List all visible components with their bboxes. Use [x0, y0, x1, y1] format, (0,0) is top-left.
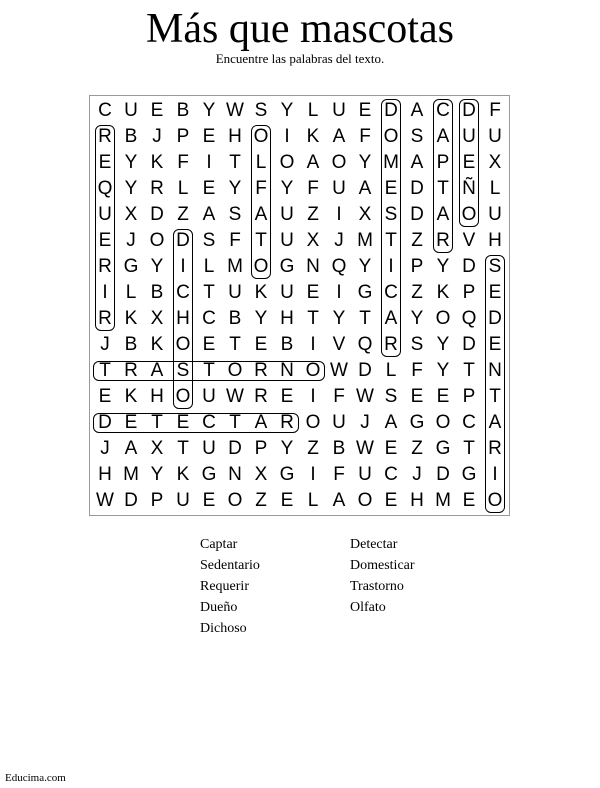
grid-letter: Y: [410, 308, 424, 329]
grid-letter: R: [436, 230, 450, 251]
grid-letter: F: [359, 126, 371, 147]
grid-letter: D: [124, 490, 138, 511]
word-list-item: Trastorno: [350, 579, 404, 594]
grid-letter: S: [410, 334, 424, 355]
grid-letter: K: [124, 308, 138, 329]
grid-letter: T: [255, 230, 267, 251]
grid-letter: B: [124, 126, 138, 147]
grid-letter: E: [410, 386, 424, 407]
grid-letter: Y: [436, 360, 450, 381]
grid-letter: Z: [411, 230, 423, 251]
grid-letter: E: [280, 490, 294, 511]
grid-letter: J: [334, 230, 344, 251]
grid-letter: U: [332, 178, 346, 199]
grid-letter: F: [411, 360, 423, 381]
grid-letter: G: [279, 464, 295, 485]
grid-letter: Y: [280, 100, 294, 121]
grid-letter: Z: [307, 204, 319, 225]
grid-letter: A: [384, 412, 398, 433]
grid-letter: E: [280, 386, 294, 407]
grid-letter: I: [102, 282, 108, 303]
grid-letter: B: [332, 438, 346, 459]
grid-letter: E: [384, 490, 398, 511]
grid-letter: L: [255, 152, 267, 173]
grid-letter: A: [358, 178, 372, 199]
grid-letter: L: [307, 490, 319, 511]
grid-letter: I: [336, 204, 342, 225]
grid-letter: U: [488, 204, 502, 225]
grid-letter: I: [284, 126, 290, 147]
grid-letter: F: [489, 100, 501, 121]
grid-letter: Y: [150, 464, 164, 485]
word-list-column-1: [200, 534, 260, 639]
grid-letter: G: [123, 256, 139, 277]
grid-letter: A: [202, 204, 216, 225]
grid-letter: T: [177, 438, 189, 459]
grid-letter: Z: [177, 204, 189, 225]
grid-letter: O: [305, 360, 321, 381]
grid-letter: N: [280, 360, 294, 381]
grid-letter: R: [124, 360, 138, 381]
grid-letter: C: [176, 282, 190, 303]
grid-letter: B: [228, 308, 242, 329]
grid-letter: S: [410, 126, 424, 147]
grid-letter: A: [488, 412, 502, 433]
word-list-item: Dichoso: [200, 621, 247, 636]
grid-letter: R: [280, 412, 294, 433]
letter-grid: [92, 98, 508, 514]
grid-letter: L: [125, 282, 137, 303]
grid-letter: Q: [331, 256, 347, 277]
grid-letter: M: [227, 256, 243, 277]
grid-letter: I: [310, 464, 316, 485]
grid-letter: Y: [436, 334, 450, 355]
grid-letter: I: [492, 464, 498, 485]
grid-letter: Z: [307, 438, 319, 459]
grid-letter: B: [150, 282, 164, 303]
grid-letter: D: [436, 464, 450, 485]
grid-letter: Q: [461, 308, 477, 329]
grid-letter: W: [96, 490, 114, 511]
grid-letter: Y: [124, 178, 138, 199]
grid-letter: O: [383, 126, 399, 147]
grid-letter: U: [124, 100, 138, 121]
grid-letter: P: [410, 256, 424, 277]
grid-letter: H: [176, 308, 190, 329]
grid-letter: L: [385, 360, 397, 381]
grid-letter: C: [202, 308, 216, 329]
grid-letter: E: [384, 178, 398, 199]
grid-letter: Y: [280, 178, 294, 199]
grid-letter: E: [98, 386, 112, 407]
grid-letter: I: [310, 334, 316, 355]
word-list-item: Domesticar: [350, 558, 415, 573]
grid-letter: G: [201, 464, 217, 485]
grid-letter: K: [436, 282, 450, 303]
grid-letter: G: [461, 464, 477, 485]
grid-letter: A: [254, 204, 268, 225]
grid-letter: O: [305, 412, 321, 433]
grid-letter: P: [462, 386, 476, 407]
grid-letter: F: [333, 464, 345, 485]
grid-letter: E: [462, 490, 476, 511]
grid-letter: I: [336, 282, 342, 303]
grid-letter: W: [356, 386, 374, 407]
grid-letter: N: [488, 360, 502, 381]
grid-letter: E: [488, 334, 502, 355]
grid-letter: Y: [436, 256, 450, 277]
grid-letter: D: [488, 308, 502, 329]
grid-letter: C: [98, 100, 112, 121]
grid-letter: Ñ: [462, 178, 476, 199]
grid-letter: E: [462, 152, 476, 173]
grid-letter: A: [254, 412, 268, 433]
grid-letter: R: [150, 178, 164, 199]
grid-letter: R: [254, 360, 268, 381]
grid-letter: S: [228, 204, 242, 225]
grid-letter: A: [306, 152, 320, 173]
grid-letter: O: [435, 308, 451, 329]
grid-letter: X: [358, 204, 372, 225]
grid-letter: L: [489, 178, 501, 199]
grid-letter: D: [358, 360, 372, 381]
grid-letter: S: [202, 230, 216, 251]
grid-letter: G: [357, 282, 373, 303]
grid-letter: E: [384, 438, 398, 459]
grid-letter: W: [226, 100, 244, 121]
grid-letter: A: [384, 308, 398, 329]
grid-letter: P: [254, 438, 268, 459]
grid-letter: H: [98, 464, 112, 485]
grid-letter: Y: [150, 256, 164, 277]
grid-letter: M: [357, 230, 373, 251]
grid-letter: T: [203, 360, 215, 381]
grid-letter: X: [150, 308, 164, 329]
grid-letter: K: [124, 386, 138, 407]
grid-letter: E: [358, 100, 372, 121]
grid-letter: O: [227, 360, 243, 381]
grid-letter: Y: [254, 308, 268, 329]
grid-letter: Z: [411, 438, 423, 459]
grid-letter: O: [149, 230, 165, 251]
grid-letter: B: [176, 100, 190, 121]
grid-letter: W: [226, 386, 244, 407]
grid-letter: O: [279, 152, 295, 173]
grid-letter: U: [332, 100, 346, 121]
grid-letter: P: [150, 490, 164, 511]
grid-letter: D: [462, 100, 476, 121]
grid-letter: F: [255, 178, 267, 199]
grid-letter: E: [98, 152, 112, 173]
grid-letter: Z: [255, 490, 267, 511]
grid-letter: F: [307, 178, 319, 199]
grid-letter: U: [332, 412, 346, 433]
grid-letter: H: [410, 490, 424, 511]
grid-letter: U: [176, 490, 190, 511]
grid-letter: Q: [97, 178, 113, 199]
grid-letter: N: [228, 464, 242, 485]
grid-letter: A: [332, 490, 346, 511]
grid-letter: V: [462, 230, 476, 251]
grid-letter: S: [384, 204, 398, 225]
grid-letter: J: [100, 334, 110, 355]
grid-letter: O: [461, 204, 477, 225]
grid-letter: L: [203, 256, 215, 277]
grid-letter: T: [359, 308, 371, 329]
grid-letter: F: [229, 230, 241, 251]
grid-letter: A: [410, 100, 424, 121]
grid-letter: A: [436, 204, 450, 225]
grid-letter: T: [463, 438, 475, 459]
grid-letter: C: [202, 412, 216, 433]
grid-letter: W: [330, 360, 348, 381]
grid-letter: D: [228, 438, 242, 459]
grid-letter: U: [202, 438, 216, 459]
grid-letter: D: [410, 204, 424, 225]
grid-letter: B: [280, 334, 294, 355]
grid-letter: T: [229, 334, 241, 355]
grid-letter: R: [488, 438, 502, 459]
grid-letter: Y: [332, 308, 346, 329]
grid-letter: N: [306, 256, 320, 277]
grid-letter: P: [436, 152, 450, 173]
grid-letter: S: [176, 360, 190, 381]
grid-letter: E: [124, 412, 138, 433]
grid-letter: Y: [202, 100, 216, 121]
grid-letter: C: [462, 412, 476, 433]
grid-letter: U: [202, 386, 216, 407]
grid-letter: K: [176, 464, 190, 485]
grid-letter: U: [228, 282, 242, 303]
grid-letter: J: [152, 126, 162, 147]
grid-letter: D: [462, 256, 476, 277]
grid-letter: T: [489, 386, 501, 407]
grid-letter: R: [98, 126, 112, 147]
footer-credit: Educima.com: [5, 772, 66, 784]
word-list-item: Requerir: [200, 579, 249, 594]
grid-letter: H: [488, 230, 502, 251]
grid-letter: Y: [358, 256, 372, 277]
grid-letter: U: [488, 126, 502, 147]
grid-letter: A: [436, 126, 450, 147]
grid-letter: A: [410, 152, 424, 173]
grid-letter: Y: [358, 152, 372, 173]
word-list-column-2: [350, 534, 415, 618]
grid-letter: D: [384, 100, 398, 121]
grid-letter: G: [409, 412, 425, 433]
grid-letter: J: [100, 438, 110, 459]
grid-letter: O: [175, 334, 191, 355]
grid-letter: Q: [357, 334, 373, 355]
grid-letter: A: [150, 360, 164, 381]
grid-letter: A: [332, 126, 346, 147]
grid-letter: M: [435, 490, 451, 511]
grid-letter: Y: [228, 178, 242, 199]
grid-letter: X: [306, 230, 320, 251]
grid-letter: J: [412, 464, 422, 485]
grid-letter: M: [383, 152, 399, 173]
grid-letter: U: [462, 126, 476, 147]
grid-letter: U: [280, 282, 294, 303]
page-title: Más que mascotas: [146, 6, 454, 52]
word-list-item: Olfato: [350, 600, 386, 615]
grid-letter: G: [279, 256, 295, 277]
word-list-item: Detectar: [350, 537, 398, 552]
grid-letter: T: [229, 412, 241, 433]
grid-letter: D: [410, 178, 424, 199]
grid-letter: D: [150, 204, 164, 225]
grid-letter: I: [310, 386, 316, 407]
grid-letter: C: [436, 100, 450, 121]
grid-letter: K: [254, 282, 268, 303]
grid-letter: O: [253, 126, 269, 147]
grid-letter: O: [227, 490, 243, 511]
grid-letter: B: [124, 334, 138, 355]
grid-letter: T: [151, 412, 163, 433]
grid-letter: Y: [124, 152, 138, 173]
grid-letter: V: [332, 334, 346, 355]
grid-letter: E: [176, 412, 190, 433]
grid-letter: X: [150, 438, 164, 459]
grid-letter: X: [254, 464, 268, 485]
grid-letter: Y: [280, 438, 294, 459]
grid-letter: W: [356, 438, 374, 459]
grid-letter: T: [99, 360, 111, 381]
grid-letter: T: [203, 282, 215, 303]
grid-letter: L: [307, 100, 319, 121]
grid-letter: E: [202, 334, 216, 355]
grid-letter: D: [462, 334, 476, 355]
grid-letter: H: [228, 126, 242, 147]
grid-letter: K: [306, 126, 320, 147]
grid-letter: C: [384, 282, 398, 303]
grid-letter: R: [384, 334, 398, 355]
grid-letter: M: [123, 464, 139, 485]
grid-letter: S: [254, 100, 268, 121]
grid-letter: F: [177, 152, 189, 173]
grid-letter: X: [488, 152, 502, 173]
grid-letter: D: [98, 412, 112, 433]
grid-letter: U: [358, 464, 372, 485]
grid-letter: I: [388, 256, 394, 277]
grid-letter: E: [150, 100, 164, 121]
grid-letter: P: [462, 282, 476, 303]
grid-letter: J: [360, 412, 370, 433]
grid-letter: S: [488, 256, 502, 277]
grid-letter: E: [254, 334, 268, 355]
grid-letter: R: [98, 256, 112, 277]
grid-letter: F: [333, 386, 345, 407]
grid-letter: O: [435, 412, 451, 433]
grid-letter: S: [384, 386, 398, 407]
grid-letter: O: [175, 386, 191, 407]
grid-letter: H: [150, 386, 164, 407]
grid-letter: U: [280, 230, 294, 251]
grid-letter: O: [253, 256, 269, 277]
grid-letter: O: [487, 490, 503, 511]
grid-letter: T: [385, 230, 397, 251]
grid-letter: R: [98, 308, 112, 329]
grid-letter: T: [463, 360, 475, 381]
grid-letter: E: [306, 282, 320, 303]
grid-letter: E: [98, 230, 112, 251]
word-list-item: Sedentario: [200, 558, 260, 573]
grid-letter: J: [126, 230, 136, 251]
grid-letter: K: [150, 152, 164, 173]
grid-letter: T: [307, 308, 319, 329]
grid-letter: G: [435, 438, 451, 459]
grid-letter: H: [280, 308, 294, 329]
grid-letter: X: [124, 204, 138, 225]
grid-letter: E: [488, 282, 502, 303]
grid-letter: T: [437, 178, 449, 199]
grid-letter: E: [202, 126, 216, 147]
grid-letter: I: [180, 256, 186, 277]
grid-letter: O: [357, 490, 373, 511]
grid-letter: I: [206, 152, 212, 173]
grid-letter: E: [202, 178, 216, 199]
grid-letter: D: [176, 230, 190, 251]
grid-letter: K: [150, 334, 164, 355]
instructions: Encuentre las palabras del texto.: [215, 51, 385, 66]
grid-letter: L: [177, 178, 189, 199]
grid-letter: U: [98, 204, 112, 225]
grid-letter: R: [254, 386, 268, 407]
word-list-item: Captar: [200, 537, 238, 552]
grid-letter: A: [124, 438, 138, 459]
grid-letter: E: [436, 386, 450, 407]
grid-letter: O: [331, 152, 347, 173]
grid-letter: C: [384, 464, 398, 485]
grid-letter: Z: [411, 282, 423, 303]
grid-letter: E: [202, 490, 216, 511]
grid-letter: T: [229, 152, 241, 173]
grid-letter: U: [280, 204, 294, 225]
word-list-item: Dueño: [200, 600, 238, 615]
grid-letter: P: [176, 126, 190, 147]
